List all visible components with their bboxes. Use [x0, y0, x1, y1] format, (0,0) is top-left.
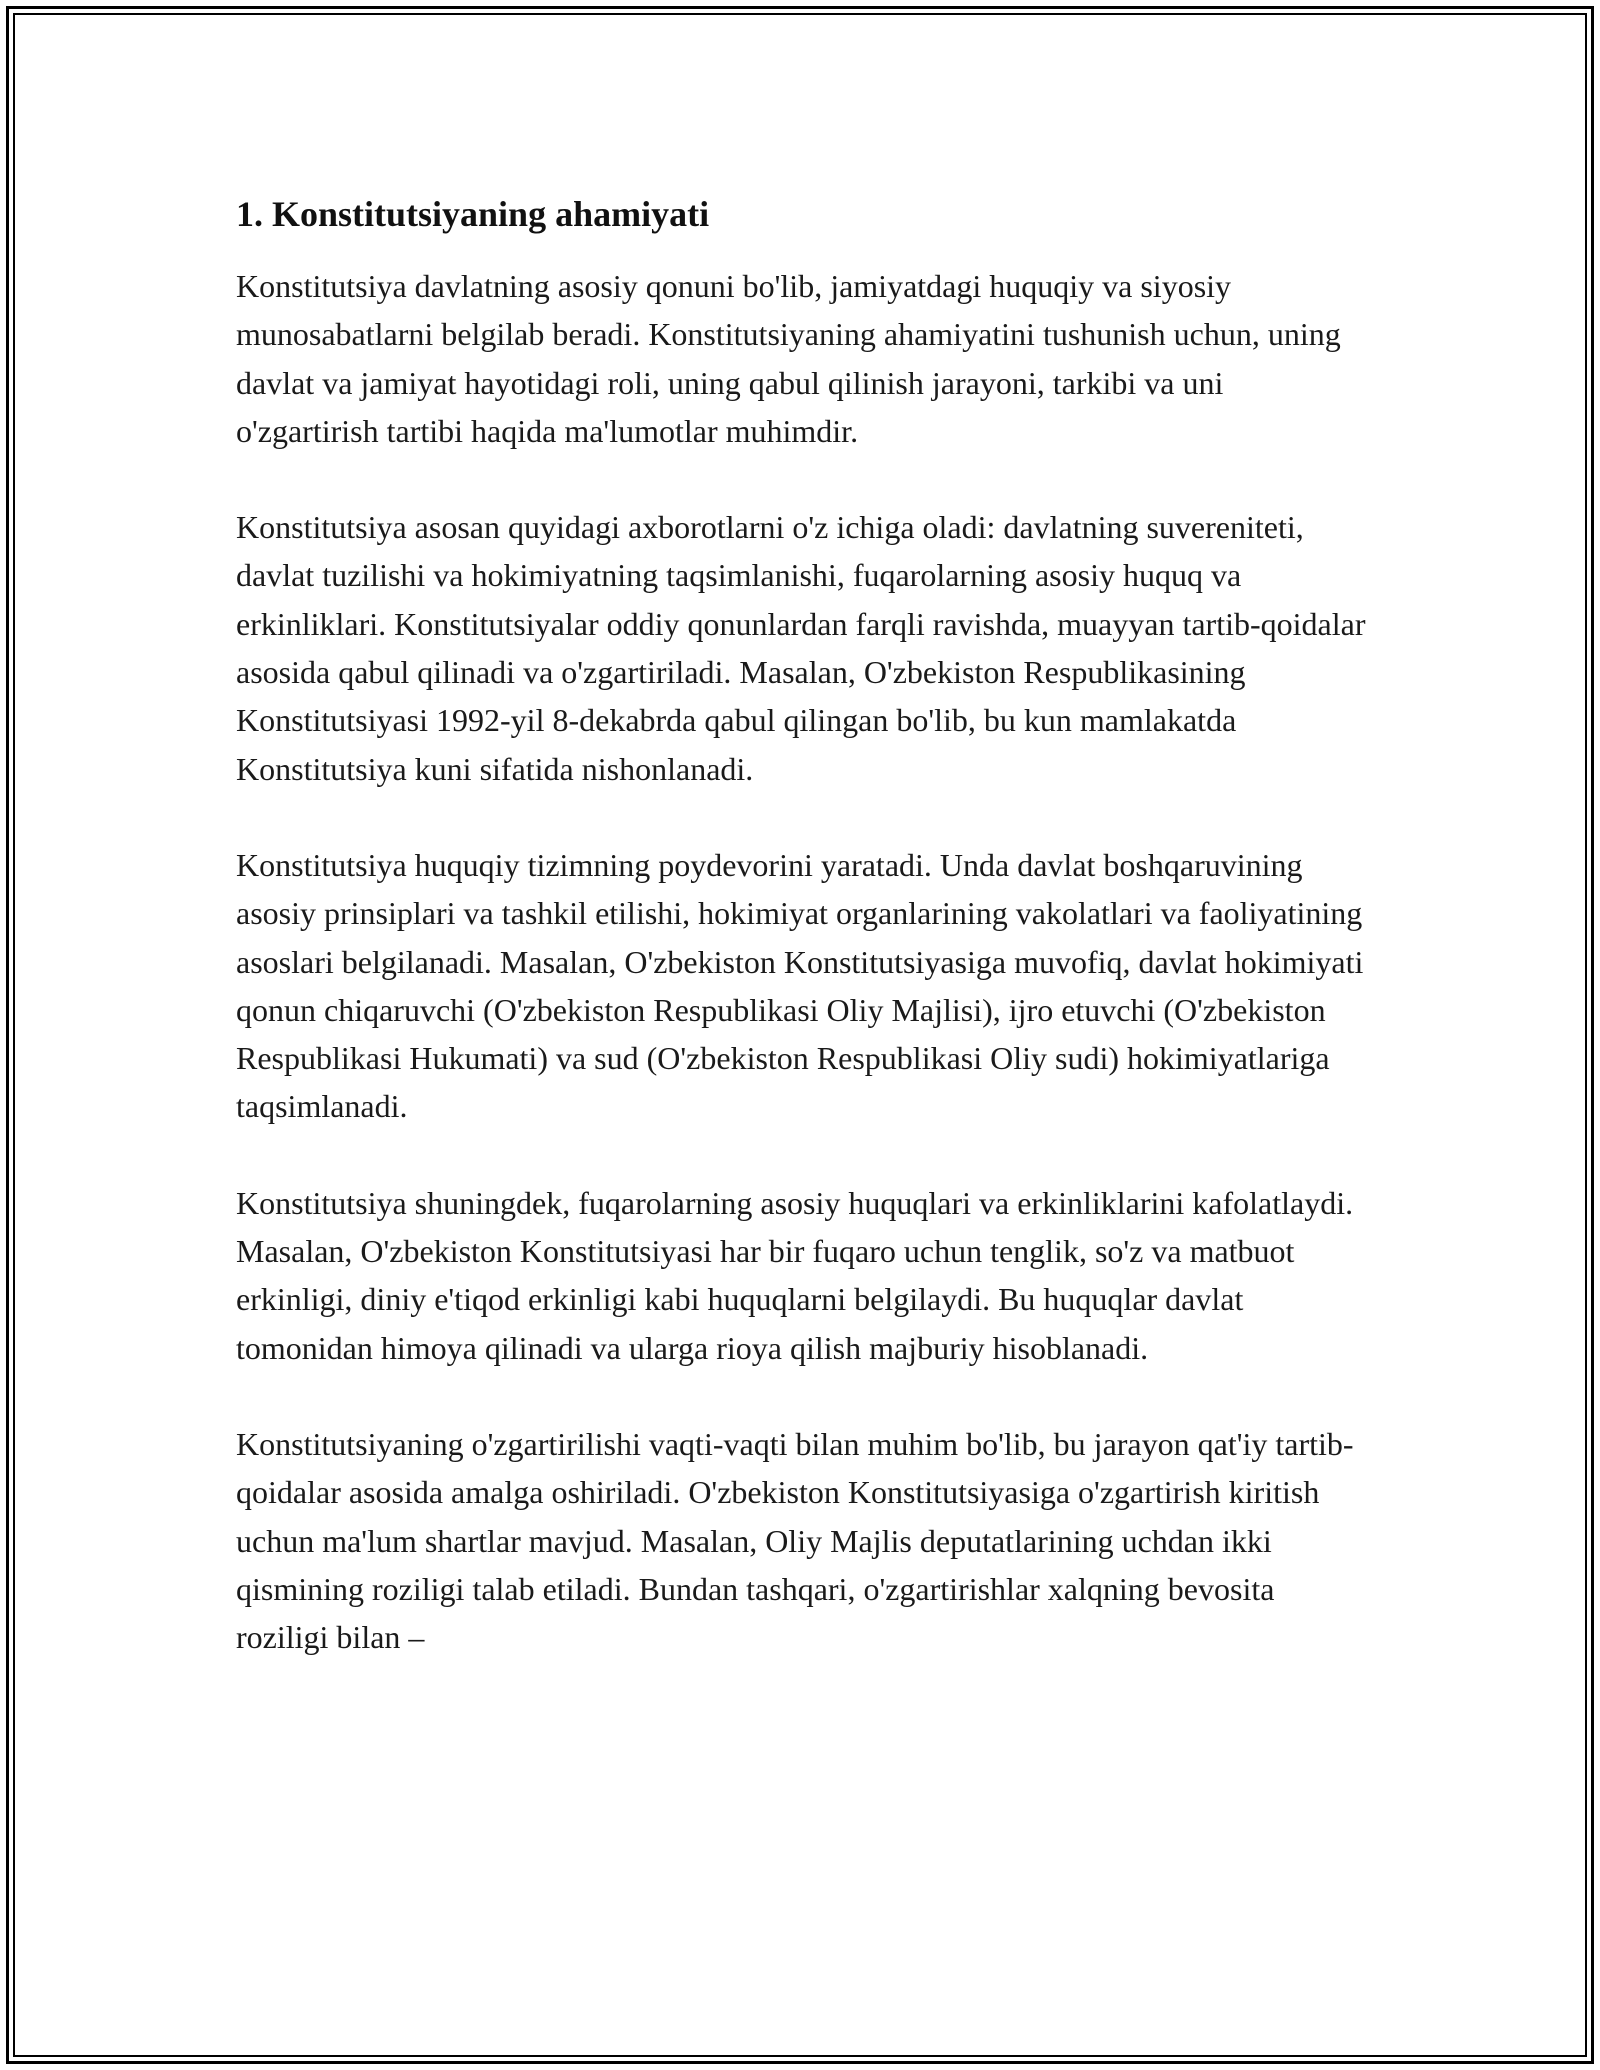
- paragraph-3: Konstitutsiya huquqiy tizimning poydevorini yaratadi. Unda davlat boshqaruvining asosiy prinsiplari va tashkil etilishi, hokimiyat organlarining vakolatlari va faoliyatining asoslari belgilanadi. Masalan, O'zbekiston Konstitutsiyasiga muvofiq, davlat hokimiyati qonun chiqaruvchi (O'zbekiston Respublikasi Oliy Majlisi), ijro etuvchi (O'zbekiston Respublikasi Hukumati) va sud (O'zbekiston Respublikasi Oliy sudi) hokimiyatlariga taqsimlanadi.: [236, 846, 1364, 1125]
- paragraph-2: Konstitutsiya asosan quyidagi axborotlarni o'z ichiga oladi: davlatning suvereniteti, davlat tuzilishi va hokimiyatning taqsimlanishi, fuqarolarning asosiy huquq va erkinliklari. Konstitutsiyalar oddiy qonunlardan farqli ravishda, muayyan tartib-qoidalar asosida qabul qilinadi va o'zgartiriladi. Masalan, O'zbekiston Respublikasining Konstitutsiyasi 1992-yil 8-dekabrda qabul qilingan bo'lib, bu kun mamlakatda Konstitutsiya kuni sifatida nishonlanadi.: [236, 509, 1366, 787]
- section-heading: 1. Konstitutsiyaning ahamiyati: [236, 194, 710, 234]
- paragraph-1: Konstitutsiya davlatning asosiy qonuni bo'lib, jamiyatdagi huquqiy va siyosiy munosabatlarni belgilab beradi. Konstitutsiyaning ahamiyatini tushunish uchun, uning davlat va jamiyat hayotidagi roli, uning qabul qilinish jarayoni, tarkibi va uni o'zgartirish tartibi haqida ma'lumotlar muhimdir.: [236, 268, 1341, 449]
- paragraph-5: Konstitutsiyaning o'zgartirilishi vaqti-vaqti bilan muhim bo'lib, bu jarayon qat'iy tartib-qoidalar asosida amalga oshiriladi. O'zbekiston Konstitutsiyasiga o'zgartirish kiritish uchun ma'lum shartlar mavjud. Masalan, Oliy Majlis deputatlarining uchdan ikki qismining roziligi talab etiladi. Bundan tashqari, o'zgartirishlar xalqning bevosita roziligi bilan –: [236, 1425, 1354, 1656]
- document-body: [236, 186, 1366, 1709]
- paragraph-4: Konstitutsiya shuningdek, fuqarolarning asosiy huquqlari va erkinliklarini kafolatlaydi. Masalan, O'zbekiston Konstitutsiyasi har bir fuqaro uchun tenglik, so'z va matbuot erkinligi, diniy e'tiqod erkinligi kabi huquqlarni belgilaydi. Bu huquqlar davlat tomonidan himoya qilinadi va ularga rioya qilish majburiy hisoblanadi.: [236, 1184, 1354, 1366]
